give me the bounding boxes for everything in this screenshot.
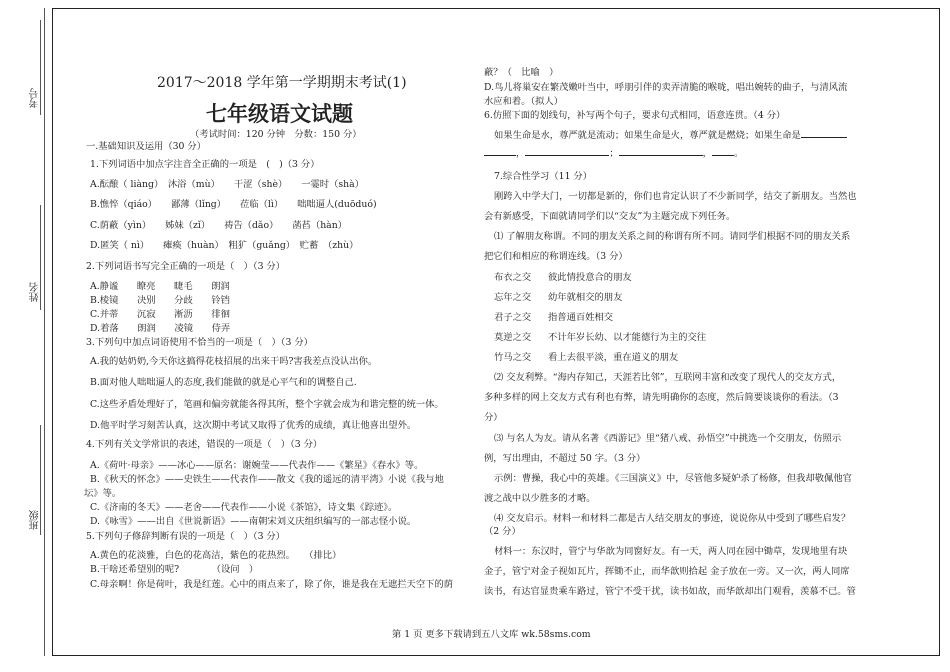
- q5-option-c: C.母亲啊！你是荷叶，我是红莲。心中的雨点来了，除了你，谁是我在无遮拦天空下的荫: [90, 579, 454, 590]
- question-4: 4.下列有关文学常识的表述，错误的一项是（ ）（3 分）: [86, 439, 323, 450]
- q6-blank-line: ， ； ， 。: [484, 147, 743, 160]
- q7-part-2-cont: 多种多样的网上交友方式有利也有弊，请先明确你的态度，然后简要谈谈你的看法。（3: [484, 392, 839, 403]
- page-footer: 第 1 页 更多下载请到五八文库 wk.58sms.com: [392, 629, 591, 640]
- q6-answer-blank-3[interactable]: [525, 147, 609, 156]
- q7-example-cont: 渡之战中以少胜多的才略。: [484, 493, 596, 504]
- q5-option-a: A.黄色的花淡雅，白色的花高洁，紫色的花热烈。 （排比）: [90, 550, 342, 561]
- friend-meaning-3: 指普通百姓相交: [548, 312, 614, 323]
- q4-option-b-cont: 坛》等。: [84, 488, 122, 499]
- friend-meaning-4: 不计年岁长幼、以才能德行为主的交往: [548, 332, 707, 343]
- q6-answer-blank-1[interactable]: [801, 129, 847, 138]
- exam-title: 七年级语文试题: [206, 102, 353, 126]
- name-underline: [40, 205, 41, 310]
- exam-subtitle: 2017～2018 学年第一学期期末考试(1): [157, 75, 407, 91]
- q7-part-2-cont2: 分）: [484, 412, 503, 423]
- exam-meta: （考试时间：120 分钟 分数：150 分）: [190, 129, 362, 140]
- question-3: 3.下列句中加点词语使用不恰当的一项是（ ）（3 分）: [86, 337, 313, 348]
- friend-term-3: 君子之交: [494, 312, 532, 323]
- q7-part-2: ⑵ 交友利弊。“海内存知己，天涯若比邻”，互联网丰富和改变了现代人的交友方式，: [494, 372, 842, 383]
- q2-option-b: B.棱镜 决别 分歧 铃铛: [90, 295, 230, 306]
- q6-answer-blank-2[interactable]: [484, 147, 516, 156]
- binding-line: [44, 8, 45, 656]
- friend-meaning-5: 看上去很平淡，重在道义的朋友: [548, 352, 679, 363]
- q1-option-a: A.酝酿（ liàng） 沐浴（mù） 干涩（shè） 一霎时（shà）: [90, 179, 364, 190]
- q1-option-d: D.匿笑（ nì） 瘫痪（huàn） 粗犷（guǎng） 贮蓄 （zhù）: [90, 240, 359, 251]
- q3-option-d: D.他平时学习刻苦认真，这次期中考试又取得了优秀的成绩，真让他喜出望外。: [90, 420, 417, 431]
- q7-part-1: ⑴ 了解朋友称谓。不同的朋友关系之间的称谓有所不同。请同学们根据不同的朋友关系: [494, 231, 851, 242]
- question-1: 1.下列词语中加点字注音全正确的一项是 ( )（3 分）: [90, 159, 320, 170]
- question-7: 7.综合性学习（11 分）: [494, 171, 593, 182]
- question-6: 6.仿照下面的划线句，补写两个句子，要求句式相同，语意连贯。（4 分）: [484, 110, 786, 121]
- q7-example: 示例：曹操，我心中的英雄。《三国演义》中，尽管他多疑妒杀了杨修，但我却敬佩他官: [494, 473, 852, 484]
- q4-option-c: C.《济南的冬天》——老舍——代表作——小说《茶馆》，诗文集《踪迹》。: [90, 502, 398, 513]
- material-1-cont2: 读书，有达官显贵乘车路过，管宁不受干扰，读书如故，而华歆却出门观看，羡慕不已。管: [484, 586, 856, 597]
- friend-meaning-1: 彼此情投意合的朋友: [548, 272, 632, 283]
- q5-option-d-cont: 水应和着。（拟人）: [484, 96, 564, 107]
- q2-option-c: C.并蒂 沉寂 淅沥 徘徊: [90, 309, 230, 320]
- q6-prompt: [494, 129, 847, 142]
- q1-option-b: B.憔悴（qiáo） 鄙薄（lǐng） 莅临（lì） 咄咄逼人(duōduó): [90, 199, 377, 210]
- q4-option-a: A.《荷叶·母亲》——冰心——原名：谢婉莹——代表作——《繁星》《春水》等。: [90, 460, 424, 471]
- q3-option-a: A.我的姑奶奶,今天你这搞得花枝招展的出来干吗?害我差点没认出你。: [90, 356, 378, 367]
- class-underline: [40, 425, 41, 535]
- q7-intro-1: 刚跨入中学大门，一切都是新的，你们也肯定认识了不少新同学，结交了新朋友。当然也: [494, 191, 857, 202]
- q5-option-d: D.鸟儿将巢安在繁茂嫩叶当中，呼朋引伴的卖弄清脆的喉咙，唱出婉转的曲子，与清风流: [484, 82, 848, 93]
- friend-term-4: 莫逆之交: [494, 332, 532, 343]
- exam-no-underline: [40, 20, 41, 115]
- q7-intro-2: 会有新感受，下面就请同学们以“交友”为主题完成下列任务。: [484, 211, 736, 222]
- q7-part-3-cont: 例，写出理由，不超过 50 字。（3 分）: [484, 453, 646, 464]
- q2-option-a: A.静谧 瞭亮 睫毛 朗润: [90, 281, 230, 292]
- q3-option-c: C.这些矛盾处理好了，笔画和偏旁就能各得其所，整个字就会成为和谐完整的统一体。: [90, 399, 444, 410]
- q5-option-b: B.干啥还希望别的呢? （设问 ）: [90, 564, 259, 575]
- q4-option-d: D.《咏雪》——出自《世说新语》——南朝宋刘义庆组织编写的一部志怪小说。: [90, 516, 417, 527]
- q6-answer-blank-4[interactable]: [619, 147, 703, 156]
- class-label: 班级: [30, 510, 41, 530]
- friend-meaning-2: 幼年就相交的朋友: [548, 292, 623, 303]
- friend-term-5: 竹马之交: [494, 352, 532, 363]
- q7-part-4-score: （2 分）: [484, 526, 521, 537]
- q7-part-1-cont: 把它们和相应的称谓连线。（3 分）: [484, 251, 628, 262]
- section-heading: 一.基础知识及运用（30 分）: [86, 141, 207, 152]
- q5-option-c-cont: 蔽？（ 比喻 ）: [484, 67, 559, 78]
- question-5: 5.下列句子修辞判断有误的一项是（ ）（3 分）: [86, 531, 286, 542]
- q3-option-b: B.面对他人咄咄逼人的态度,我们能做的就是心平气和的调整自己.: [90, 377, 357, 388]
- q1-option-c: C.荫蔽（yìn） 姊妹（zǐ） 祷告（dǎo） 菡萏（hàn）: [90, 220, 348, 231]
- q6-answer-blank-5[interactable]: [712, 147, 734, 156]
- name-label: 姓名: [30, 282, 41, 302]
- exam-no-label: 考号: [30, 88, 41, 108]
- q7-part-3: ⑶ 与名人为友。请从名著《西游记》里“猪八戒、孙悟空”中挑选一个交朋友，仿照示: [494, 433, 842, 444]
- material-1-cont: 金子，管宁对金子视如瓦片，挥锄不止，而华歆则拾起 金子放在一旁。又一次，两人同席: [484, 566, 850, 577]
- q6-prompt-text: 如果生命是水，尊严就是流动；如果生命是火，尊严就是燃烧；如果生命是: [494, 130, 801, 141]
- friend-term-2: 忘年之交: [494, 292, 532, 303]
- q7-part-4: ⑷ 交友启示。材料一和材料二都是古人结交朋友的事迹，说说你从中受到了哪些启发？: [494, 513, 851, 524]
- material-1: 材料一：东汉时，管宁与华歆为同窗好友。有一天，两人同在园中锄草，发现地里有块: [494, 546, 848, 557]
- question-2: 2.下列词语书写完全正确的一项是（ ）（3 分）: [86, 261, 286, 272]
- friend-term-1: 布衣之交: [494, 272, 532, 283]
- q4-option-b: B.《秋天的怀念》——史铁生——代表作——散文《我的遥远的清平湾》小说《我与地: [90, 474, 444, 485]
- q2-option-d: D.着落 朗润 凌镜 侍弄: [90, 323, 231, 334]
